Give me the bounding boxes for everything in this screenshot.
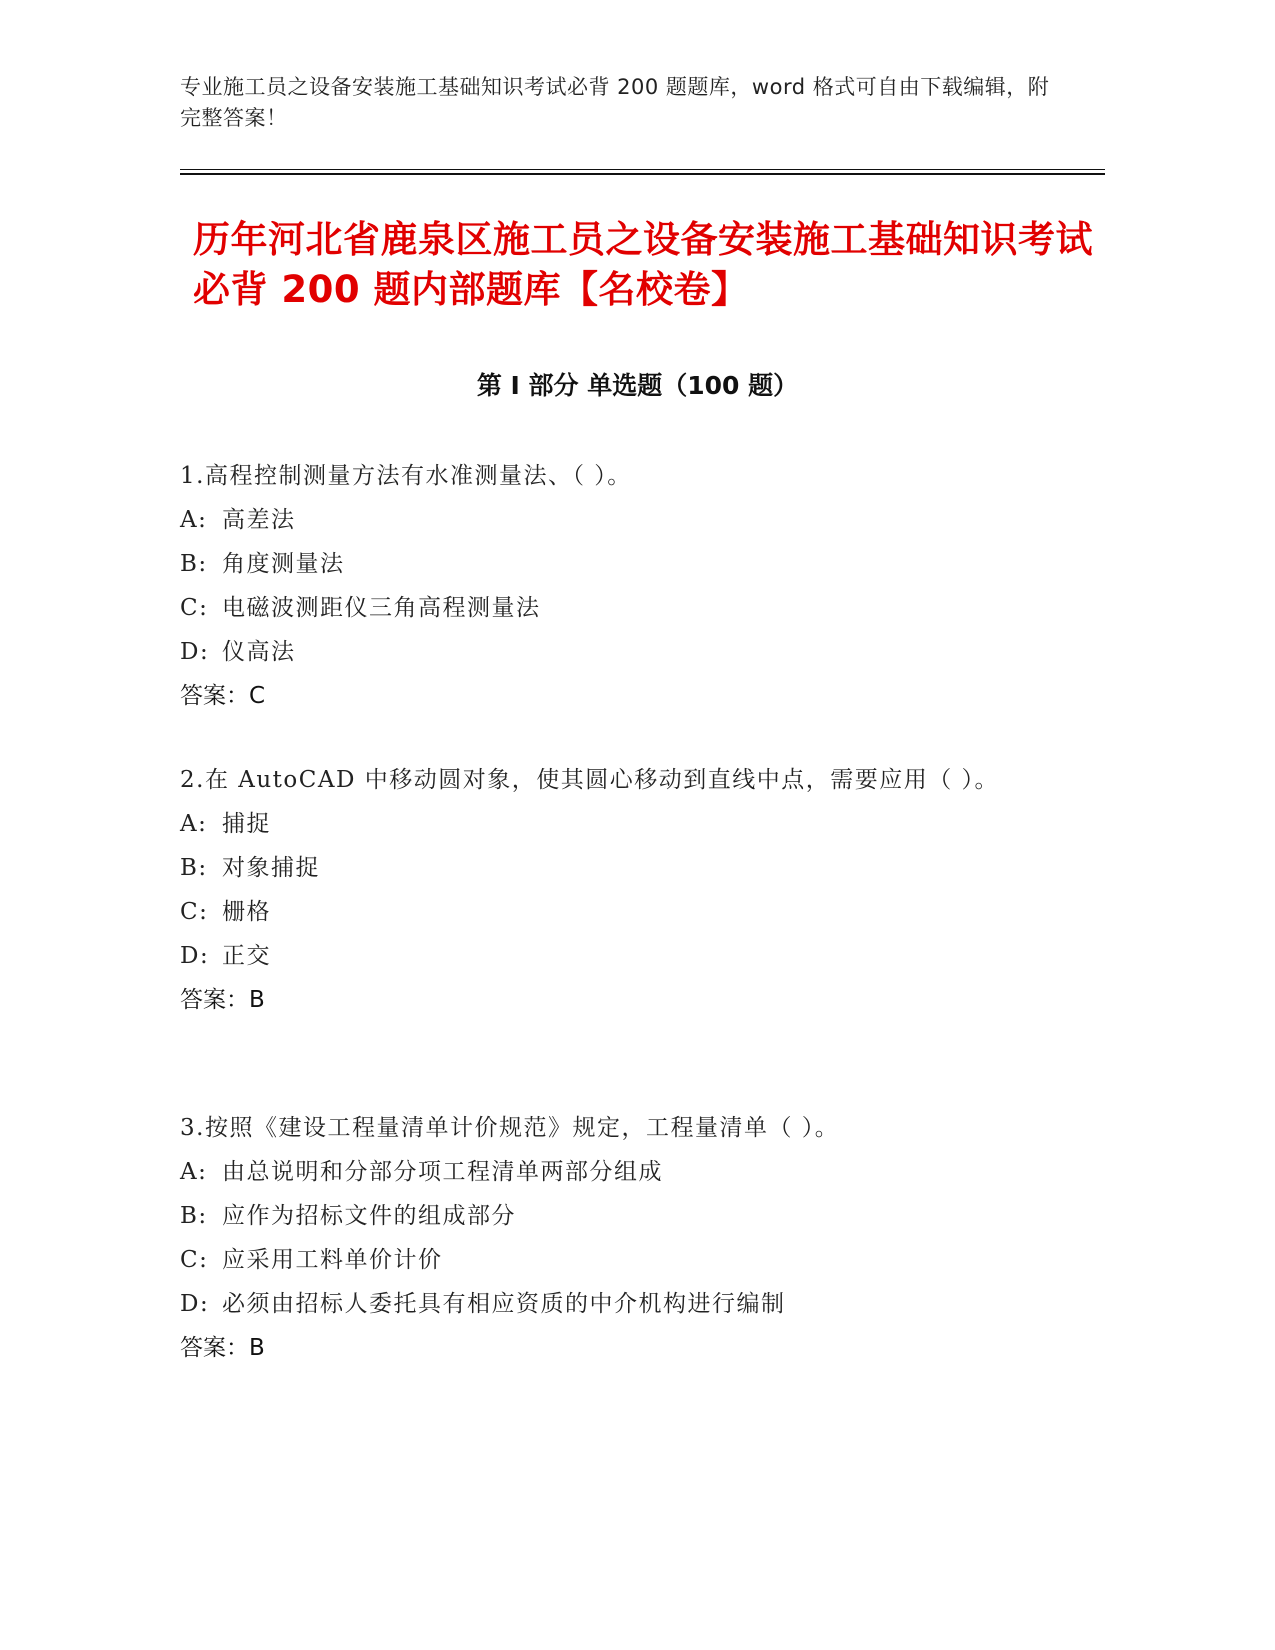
option-letter: A: [180, 811, 208, 837]
answer: 答案：C [180, 683, 266, 709]
option-c [180, 586, 1060, 630]
option-text: 由总说明和分部分项工程清单两部分组成 [222, 1159, 663, 1185]
option-text: 对象捕捉 [222, 855, 320, 881]
option-text: 应作为招标文件的组成部分 [222, 1203, 516, 1229]
header-note: 专业施工员之设备安装施工基础知识考试必背 200 题题库，word 格式可自由下载编辑，附完整答案！ [180, 75, 1050, 130]
option-d [180, 630, 1060, 674]
question-stem: 2.在 AutoCAD 中移动圆对象，使其圆心移动到直线中点，需要应用（ ）。 [180, 767, 1000, 793]
option-letter: D: [180, 943, 210, 969]
option-d [180, 1282, 1060, 1326]
option-text: 必须由招标人委托具有相应资质的中介机构进行编制 [222, 1291, 786, 1317]
option-c [180, 1238, 1060, 1282]
question-3 [180, 1106, 1060, 1370]
option-c [180, 890, 1060, 934]
option-a [180, 498, 1060, 542]
option-b [180, 542, 1060, 586]
option-letter: D: [180, 1291, 210, 1317]
option-text: 电磁波测距仪三角高程测量法 [222, 595, 541, 621]
option-letter: A: [180, 1159, 208, 1185]
option-b [180, 1194, 1060, 1238]
option-b [180, 846, 1060, 890]
header-rule-thick [180, 173, 1105, 175]
answer: 答案：B [180, 1335, 265, 1361]
option-text: 正交 [222, 943, 271, 969]
option-text: 应采用工料单价计价 [222, 1247, 443, 1273]
option-text: 捕捉 [222, 811, 271, 837]
answer: 答案：B [180, 987, 265, 1013]
option-letter: B: [180, 1203, 208, 1229]
question-1 [180, 454, 1060, 718]
option-letter: B: [180, 551, 208, 577]
option-text: 仪高法 [222, 639, 296, 665]
option-letter: C: [180, 595, 209, 621]
option-letter: C: [180, 1247, 209, 1273]
option-letter: A: [180, 507, 208, 533]
option-letter: C: [180, 899, 209, 925]
option-text: 高差法 [222, 507, 296, 533]
header-rule-thin [180, 169, 1105, 170]
option-letter: D: [180, 639, 210, 665]
option-text: 角度测量法 [222, 551, 345, 577]
question-stem: 3.按照《建设工程量清单计价规范》规定，工程量清单（ ）。 [180, 1115, 840, 1141]
option-a [180, 802, 1060, 846]
section-title: 第 I 部分 单选题（100 题） [476, 371, 799, 400]
option-text: 栅格 [222, 899, 271, 925]
question-2 [180, 758, 1060, 1022]
question-stem: 1.高程控制测量方法有水准测量法、（ ）。 [180, 463, 632, 489]
option-d [180, 934, 1060, 978]
option-letter: B: [180, 855, 208, 881]
option-a [180, 1150, 1060, 1194]
document-title: 历年河北省鹿泉区施工员之设备安装施工基础知识考试必背 200 题内部题库【名校卷】 [193, 218, 1093, 311]
